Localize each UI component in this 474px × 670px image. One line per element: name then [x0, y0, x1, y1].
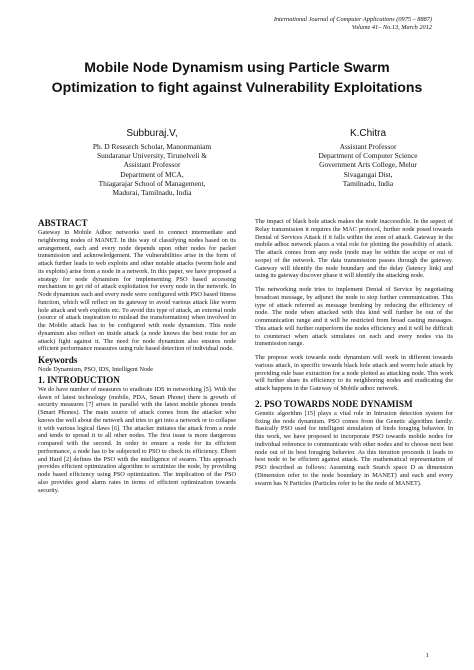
keywords-text: Node Dynamism, PSO, IDS, Intelligent Node — [38, 366, 154, 373]
journal-name: International Journal of Computer Applications (0975 – 8887) — [273, 16, 432, 23]
author-block-2 — [268, 128, 468, 188]
title-line-2: Optimization to fight against Vulnerability Exploitations — [51, 79, 423, 95]
keywords-heading: Keywords — [38, 355, 78, 365]
author-affiliation-line: Department of MCA, — [120, 169, 184, 179]
author-affiliation-line: Assistant Professor — [339, 142, 397, 151]
section-2-text: Genetic algorithm [15] plays a vital role in Intrusion detection system for fixing the node dynamism. PSO comes from the Genetic algorithm family. Basically PSO used for intelligent simulation of birds foraging behavior. In this work, we have proposed to incorporate PSO towards mobile nodes for individual reference to communicate with other nodes and to choose next best node out of its best foraging behavior. As this iteration proceeds it leads to best node to be efficient against attack. The mathematical representation of PSO described as follows: Assuming each Search space D as dimension (Dimension refer to the node boundary in MANET) and each and every swarm has N Particles (Particles refer to be the node of MANET). — [255, 409, 453, 487]
body-paragraph: The propose work towards node dynamism will work in different towards various attack, in specific towards black hole attack and worm hole attack by providing rule base extraction for a node plotted as attacking node. This work will further share its efficiency to its neighboring nodes and eradicating the attack happens in the Gateway of Mobile adhoc network. — [255, 354, 453, 392]
title-line-1: Mobile Node Dynamism using Particle Swarm — [84, 59, 390, 75]
running-header — [274, 16, 432, 32]
author-affiliation-line: Madurai, Tamilnadu, India — [112, 188, 192, 198]
paper-title — [20, 57, 454, 97]
author-name: K.Chitra — [349, 128, 387, 139]
body-paragraph: The impact of black hole attack makes the node inaccessible. In the aspect of Relay transmission it requires the MAC protocol, further node posed towards Denial of Services Attack if it falls within the zone of attack. Gateway in the mobile adhoc network places a vital role for plotting the possibility of attack. The attack comes from any node (node may be within the scope or out of scope) of the network. The data transmission passes through the gateway. Gateway will identify the node boundary and the delay (latency link) and using its gateway discover phase it will identify the attacking node. — [255, 218, 453, 280]
page-number: 1 — [425, 652, 429, 659]
author-affiliation-line: Sivagangai Dist, — [343, 169, 393, 179]
author-affiliation-line: Department of Computer Science — [318, 151, 418, 161]
body-paragraph: The networking node tries to implement Denial of Service by negotiating broadcast message, by adjunct the node to stop further communication. This type of attack referred as message bombing by reducing the efficiency of node. The node when attacked with this kind will further be out of the communication range and it will be restricted from broad casting messages. This attack will further outperform the nodes efficiency and it will be difficult to counteract when attack simulates on each and every nodes via its transmission range. — [255, 286, 453, 348]
right-column — [255, 218, 453, 487]
author-affiliation-line: Sundaranar University, Tirunelveli & — [97, 151, 207, 161]
author-name: Subburaj.V, — [126, 128, 178, 139]
author-affiliation-line: Tamilnadu, India — [342, 178, 394, 188]
section-2-heading: 2. PSO TOWARDS NODE DYNAMISM — [255, 398, 413, 409]
volume-info: Volume 41– No.13, March 2012 — [351, 24, 432, 31]
introduction-heading: 1. INTRODUCTION — [38, 374, 120, 385]
author-affiliation-line: Assistant Professor — [123, 160, 181, 170]
author-block-1 — [52, 128, 252, 197]
left-column — [38, 218, 236, 496]
author-affiliation-line: Ph. D Research Scholar, Manonmaniam — [92, 142, 212, 151]
abstract-heading: ABSTRACT — [38, 218, 88, 228]
abstract-text: Gateway in Mobile Adhoc networks used to connect intermediate and neighboring nodes of MANET. In this way of classifying nodes based on its arrangement, each and every node depends upon other nodes for packet transmission and acknowledgement. The vulnerabilities arise in the form of attack further leads to web exploits and other notable attacks (worm hole and its exploits) arise from a node in a network. In this paper, we have proposed a strategy for node dynamism for implementing PSO based accessing mechanism to get rid of attack exploitation for every node in the network. In Node dynamism each and every node were configured with PSO based fitness function, which will reflect on its gateway to avoid various attack like worm hole attack and web exploits etc. To avoid this type of attack, an external node (source of attack inspiration to mislead the transformation) when involved in the Mobile attack has to be configured with node dynamism. This node dynamism also reflect on inside attack (a node knows the best route for an attack) fight against it. The need for node dynamism also ensures node efficient performance measures using rule based detection of individual node. — [38, 229, 236, 353]
introduction-paragraph: We do have number of measures to eradicate IDS in networking [5]. With the dawn of latest technology (mobile, PDA, Smart Phone) there is growth of security measures [7] arises in parallel with the latest mobile phones trends (Smart Phones). The main source of attack comes from the attacker who knows the well about the network and tries to get into a network or to collapse it with various logical flaws [6]. The attacker initiates the attack from a node and tends to spread it to all other nodes. The first issue is more dangerous compared with the second. In order to ensure a node for its efficient performance, a node has to be subjected to PSO to check its efficiency. Elbert and Hard [2] defines the PSO with the intelligence of swarm. This approach provides efficient optimization algorithm to scrutinize the node, by providing node based efficiency using PSO optimization. The implication of the PSO also provides good alarm rates in terms of efficient optimization towards security. — [38, 385, 236, 494]
author-affiliation-line: Government Arts College, Melur — [319, 160, 417, 170]
author-affiliation-line: Thiagarajar School of Management, — [98, 178, 206, 188]
